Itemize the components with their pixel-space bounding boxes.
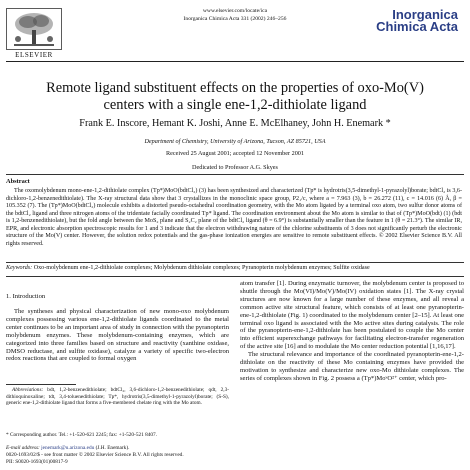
section-heading-introduction: 1. Introduction — [6, 293, 46, 300]
title-line-2: centers with a single ene-1,2-dithiolate ligand — [103, 97, 367, 113]
title-line-1: Remote ligand substituent effects on the properties of oxo-Mo(V) — [46, 80, 424, 96]
email-link[interactable]: jenemark@u.arizona.edu — [41, 445, 95, 451]
footnote-rule — [6, 384, 76, 385]
publisher-wordmark: ELSEVIER — [15, 51, 53, 59]
abstract-text: The oxomolybdenum mono-ene-1,2-dithiolate complex (Tp*)MoO(bdtCl₂) (3) has been synthesized and characterized (Tp* is hydrotris(3,5-dimethyl-1-pyrazolyl)borate; bdtCl₂ is 3,6-dichloro-1,2-benzenedithiolate). The X-ray structural data show that 3 crystallizes in the monoclinic space group, P2₁/c, where a = 7.963 (3), b = 26.272 (11), c = 14.016 (6) Å, β = 105.352 (7). The (Tp*)MoO(bdtCl₂) molecule exhibits a distorted pseudo-octahedral coordination geometry, with the Mo atom ligated by a terminal oxo atom, two sulfur donor atoms of the bdtCl₂ ligand and three nitrogen atoms of the tridentate facially coordinated Tp* ligand. The coordination environment about the Mo atom is similar to that of (Tp*)MoO(bdt) (1) (bdt is 1,2-benzenedithiolate), but the fold angle between the MoS₂ plane and S₂C₂ plane of the bdtCl₂ ligand (θ = 6.9°) is substantially smaller than the feature in 1 (θ = 21.3°). The similar IR, EPR, and electronic absorption spectroscopic results for 1 and 3 indicate that the electron withdrawing nature of the chlorine substituents of 3 does not significantly perturb the electronic structure of the Mo(V) center. However, the solution redox potentials and the gas-phase ionization energies are sensitive to remote substituent effects. © 2002 Elsevier Science B.V. All rights reserved. — [6, 188, 462, 247]
footnote-abbreviations — [6, 387, 229, 407]
email-suffix: (J.H. Enemark). — [95, 445, 130, 451]
abstract-top-rule — [6, 174, 464, 175]
journal-reference: Inorganica Chimica Acta 331 (2002) 246–256 — [183, 16, 287, 22]
keywords-text: Oxo-molybdenum ene-1,2-dithiolate complexes; Molybdenum dithiolate complexes; Pyranopterin molybdenum enzymes; Sulfite oxidase — [33, 265, 370, 271]
journal-brand-line2: Chimica Acta — [376, 19, 458, 34]
elsevier-tree-logo-icon — [6, 8, 62, 50]
article-identifiers — [6, 452, 306, 465]
journal-brand-line1: Inorganica — [392, 7, 458, 22]
abbreviations-text: bdt, 1,2-benzenedithiolate; bdtCl₂, 3,6-dichloro-1,2-benzenedithiolate; qdt, 2,3-dithioquinoxaline; tdt, 3,4-toluenedithiolate; Tp*, hydrotris(3,5-dimethyl-1-pyrazolyl)borate; (S-S), generic ene-1,2-dithiolate ligand that forms a five-membered chelate ring with the Mo atom. — [6, 387, 229, 406]
issn-line: 0020-1693/02/$ - see front matter © 2002 Elsevier Science B.V. All rights reserved. — [6, 452, 184, 458]
keywords-bottom-rule — [6, 276, 464, 277]
header-divider — [6, 61, 464, 62]
intro-paragraph-1: The syntheses and physical characterization of new mono-oxo molybdenum complexes possessing various ene-1,2-dithiolate ligands coordinated to the metal center continues to be an important area of study in connection with the pyranopterin molybdenum enzymes. These molybdenum-containing enzymes, which are categorized into three families based on structure and reactivity (xanthine oxidase, DMSO reductase, and sulfite oxidase), catalyze a variety of specific two-electron redox reactions that are coupled to formal oxygen — [6, 308, 229, 363]
journal-brand — [372, 9, 458, 33]
abstract-heading: Abstract — [6, 178, 30, 185]
right-column-text — [240, 280, 464, 383]
abstract-bottom-rule — [6, 262, 464, 263]
right-paragraph-1: atom transfer [1]. During enzymatic turnover, the molybdenum center is proposed to shuttle through the Mo(VI)/Mo(V)/Mo(IV) oxidation states [1]. The X-ray crystal structures are now known for a large number of these enzymes, and all reveal a common active site structural feature, which consists of at least one pyranopterin-ene-1,2-dithiolate (Fig. 1) coordinated to the molybdenum center [2–15]. At least one terminal oxo ligand is associated with the Mo active sites during catalysis. The role of the pyranopterin-ene-1,2-dithiolate has been postulated to couple the Mo center into efficient superexchange pathways for facilitating electron-transfer regeneration of the active site [16] and to modulate the Mo center reduction potential [1,16,17]. — [240, 280, 464, 351]
pii-line: PII: S0020-1693(01)00817-9 — [6, 458, 68, 465]
journal-url[interactable]: www.elsevier.com/locate/ica — [202, 8, 268, 14]
elsevier-logo — [6, 8, 62, 58]
keywords — [6, 265, 462, 271]
article-title — [20, 80, 450, 114]
abbreviations-label: Abbreviations: — [12, 387, 44, 393]
footnote-corresponding-author: * Corresponding author. Tel.: +1-520-621 2245; fax: +1-520-521 8407. — [6, 432, 158, 438]
author-list: Frank E. Inscore, Hemant K. Joshi, Anne E. McElhaney, John H. Enemark * — [79, 118, 391, 129]
footnote-email — [6, 445, 229, 452]
email-label: E-mail address: — [6, 445, 40, 451]
dedication: Dedicated to Professor A.G. Skyes — [192, 164, 278, 171]
received-dates: Received 25 August 2001; accepted 12 November 2001 — [166, 150, 304, 157]
right-paragraph-2: The structural relevance and importance of the coordinated pyranopterin-ene-1,2-dithiolate on the reactivity of these Mo containing enzymes have provided the motivation to synthesize and characterize new oxo-Mo dithiolate complexes. The series of complexes shown in Fig. 2 possess a (Tp*)MoᵛO²⁺ center, which pro- — [240, 351, 464, 382]
keywords-label: Keywords: — [6, 265, 33, 271]
affiliation: Department of Chemistry, University of Arizona, Tucson, AZ 85721, USA — [144, 138, 326, 145]
